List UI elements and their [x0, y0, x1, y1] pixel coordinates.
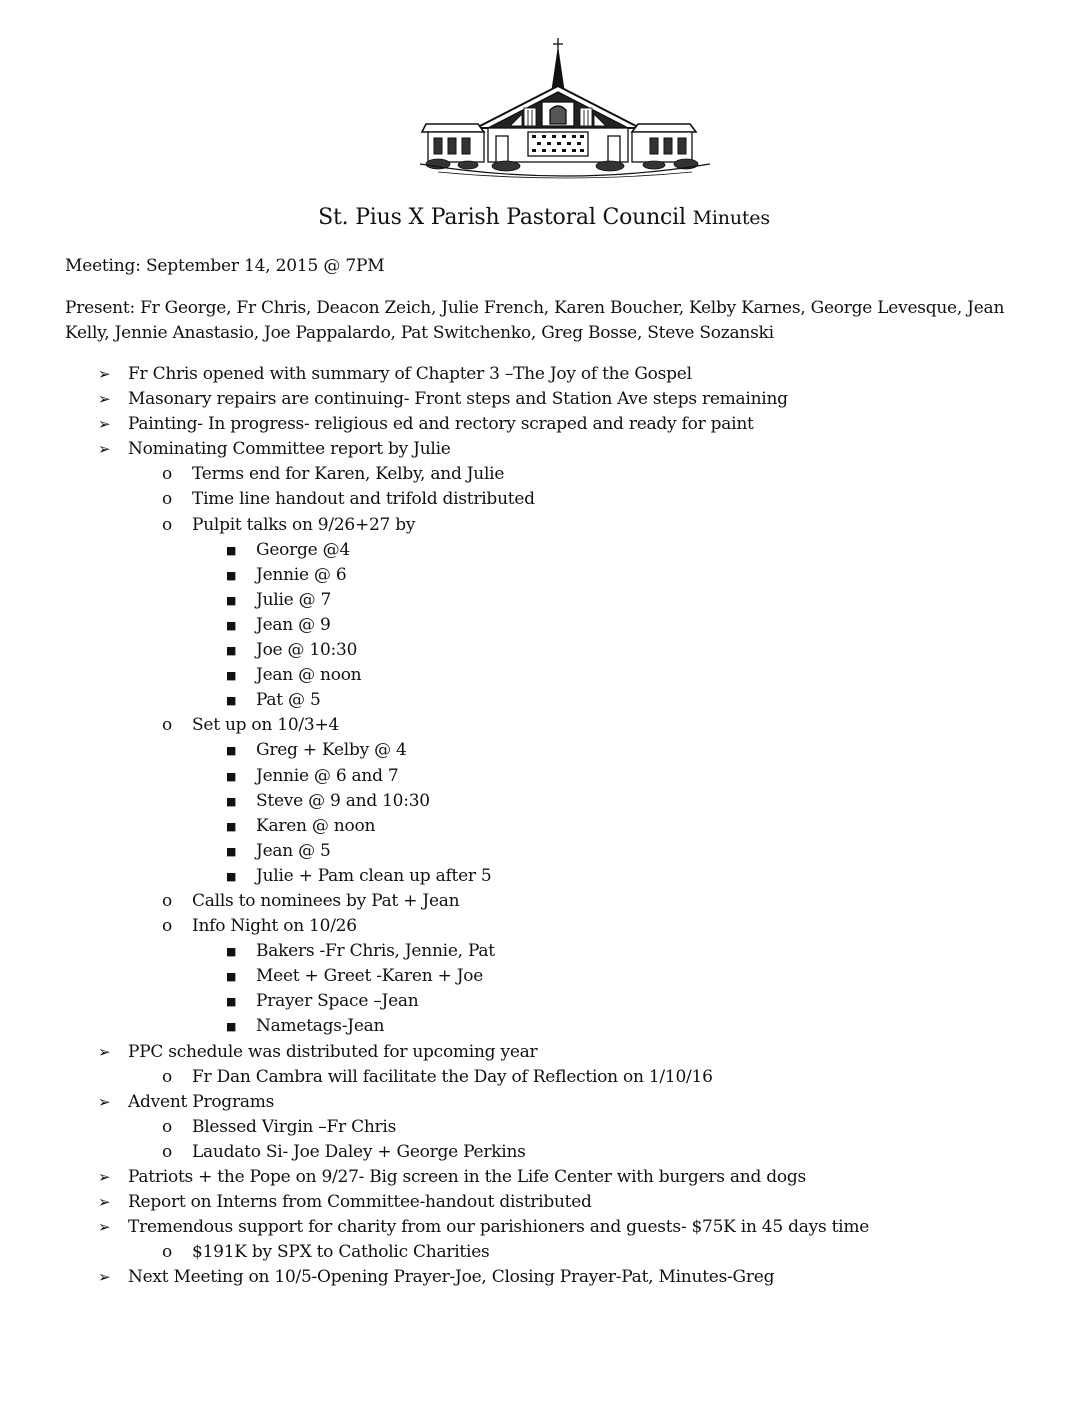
list-item-text: Info Night on 10/26 — [192, 916, 357, 937]
list-item-text: Report on Interns from Committee-handout distributed — [128, 1192, 592, 1213]
list-item — [0, 889, 1088, 914]
list-item-text: Pat @ 5 — [256, 690, 321, 711]
circle-bullet-icon: o — [162, 1116, 172, 1137]
square-bullet-icon: ■ — [226, 869, 237, 883]
list-item — [0, 864, 1088, 889]
list-item-text: Fr Dan Cambra will facilitate the Day of Reflection on 1/10/16 — [192, 1066, 713, 1087]
square-bullet-icon: ■ — [226, 794, 237, 808]
square-bullet-icon: ■ — [226, 970, 237, 984]
circle-bullet-icon: o — [162, 890, 172, 911]
square-bullet-icon: ■ — [226, 593, 237, 607]
list-item-text: Jean @ 5 — [256, 840, 331, 861]
list-item — [0, 563, 1088, 588]
list-item-text: Meet + Greet -Karen + Joe — [256, 966, 484, 987]
square-bullet-icon: ■ — [226, 1020, 237, 1034]
square-bullet-icon: ■ — [226, 543, 237, 557]
list-item-text: Karen @ noon — [256, 815, 376, 836]
list-item-text: Julie + Pam clean up after 5 — [256, 865, 492, 886]
list-item — [0, 1065, 1088, 1090]
list-item-text: Nominating Committee report by Julie — [128, 439, 451, 460]
circle-bullet-icon: o — [162, 1066, 172, 1087]
list-item-text: Jennie @ 6 and 7 — [256, 765, 399, 786]
church-logo — [418, 36, 712, 182]
list-item-text: Steve @ 9 and 10:30 — [256, 790, 430, 811]
list-item-text: Pulpit talks on 9/26+27 by — [192, 514, 416, 535]
list-item — [0, 914, 1088, 939]
list-item-text: Tremendous support for charity from our parishioners and guests- $75K in 45 days time — [128, 1217, 870, 1238]
circle-bullet-icon: o — [162, 715, 172, 736]
list-item-text: Jean @ 9 — [256, 614, 331, 635]
list-item — [0, 738, 1088, 763]
list-item-text: Masonary repairs are continuing- Front steps and Station Ave steps remaining — [128, 389, 788, 410]
square-bullet-icon: ■ — [226, 568, 237, 582]
list-item — [0, 538, 1088, 563]
meeting-date: Meeting: September 14, 2015 @ 7PM — [65, 256, 385, 276]
list-item — [0, 663, 1088, 688]
circle-bullet-icon: o — [162, 514, 172, 535]
square-bullet-icon: ■ — [226, 744, 237, 758]
title-main: St. Pius X Parish Pastoral Council — [318, 205, 686, 230]
document-title — [0, 202, 1088, 234]
minutes-list — [0, 362, 1088, 1290]
list-item-text: Jean @ noon — [256, 665, 362, 686]
list-item-text: Patriots + the Pope on 9/27- Big screen in the Life Center with burgers and dogs — [128, 1167, 806, 1187]
list-item-text: Nametags-Jean — [256, 1016, 385, 1037]
square-bullet-icon: ■ — [226, 844, 237, 858]
list-item — [0, 1140, 1088, 1165]
list-item-text: Prayer Space –Jean — [256, 991, 419, 1012]
arrow-bullet-icon: ➢ — [98, 365, 111, 383]
arrow-bullet-icon: ➢ — [98, 440, 111, 459]
list-item-text: Next Meeting on 10/5-Opening Prayer-Joe, Closing Prayer-Pat, Minutes-Greg — [128, 1267, 775, 1288]
list-item-text: Blessed Virgin –Fr Chris — [192, 1116, 397, 1137]
list-item — [0, 939, 1088, 964]
list-item — [0, 462, 1088, 487]
list-item — [0, 964, 1088, 989]
list-item — [0, 1215, 1088, 1240]
list-item-text: Advent Programs — [128, 1091, 275, 1112]
list-item — [0, 713, 1088, 738]
list-item — [0, 1115, 1088, 1140]
list-item — [0, 412, 1088, 437]
attendees: Present: Fr George, Fr Chris, Deacon Zeich, Julie French, Karen Boucher, Kelby Karnes, George Levesque, Jean Kelly, Jennie Anastasio, Joe Pappalardo, Pat Switchenko, Greg Bosse, Steve Sozanski — [65, 298, 1005, 343]
arrow-bullet-icon: ➢ — [98, 1218, 111, 1237]
square-bullet-icon: ■ — [226, 945, 237, 959]
square-bullet-icon: ■ — [226, 669, 237, 683]
square-bullet-icon: ■ — [226, 618, 237, 632]
list-item — [0, 387, 1088, 412]
list-item — [0, 688, 1088, 713]
list-item — [0, 487, 1088, 512]
arrow-bullet-icon: ➢ — [98, 1042, 111, 1061]
list-item-text: Laudato Si- Joe Daley + George Perkins — [192, 1141, 526, 1162]
list-item-text: Set up on 10/3+4 — [192, 715, 339, 736]
arrow-bullet-icon: ➢ — [98, 1193, 111, 1212]
circle-bullet-icon: o — [162, 1242, 172, 1263]
circle-bullet-icon: o — [162, 1141, 172, 1162]
list-item-text: Calls to nominees by Pat + Jean — [192, 890, 460, 911]
circle-bullet-icon: o — [162, 916, 172, 937]
list-item — [0, 764, 1088, 789]
list-item — [0, 989, 1088, 1014]
arrow-bullet-icon: ➢ — [98, 390, 111, 409]
list-item-text: George @4 — [256, 539, 350, 560]
list-item-text: Time line handout and trifold distributed — [192, 489, 535, 510]
square-bullet-icon: ■ — [226, 819, 237, 833]
arrow-bullet-icon: ➢ — [98, 1268, 111, 1287]
list-item — [0, 814, 1088, 839]
list-item-text: Julie @ 7 — [256, 589, 332, 610]
list-item — [0, 1014, 1088, 1039]
circle-bullet-icon: o — [162, 464, 172, 485]
list-item-text: $191K by SPX to Catholic Charities — [192, 1242, 490, 1263]
arrow-bullet-icon: ➢ — [98, 1092, 111, 1111]
list-item-text: Jennie @ 6 — [256, 564, 347, 585]
list-item-text: Fr Chris opened with summary of Chapter 3 –The Joy of the Gospel — [128, 364, 692, 384]
list-item-text: Bakers -Fr Chris, Jennie, Pat — [256, 941, 495, 962]
list-item — [0, 638, 1088, 663]
circle-bullet-icon: o — [162, 489, 172, 510]
list-item — [0, 1090, 1088, 1115]
square-bullet-icon: ■ — [226, 769, 237, 783]
list-item — [0, 588, 1088, 613]
list-item — [0, 613, 1088, 638]
list-item — [0, 839, 1088, 864]
square-bullet-icon: ■ — [226, 644, 237, 658]
list-item — [0, 1265, 1088, 1290]
arrow-bullet-icon: ➢ — [98, 415, 111, 434]
list-item-text: PPC schedule was distributed for upcoming year — [128, 1041, 538, 1062]
list-item — [0, 1190, 1088, 1215]
list-item — [0, 362, 1088, 387]
list-item-text: Painting- In progress- religious ed and rectory scraped and ready for paint — [128, 414, 754, 435]
square-bullet-icon: ■ — [226, 694, 237, 708]
list-item — [0, 513, 1088, 538]
list-item-text: Joe @ 10:30 — [256, 640, 358, 661]
list-item-text: Greg + Kelby @ 4 — [256, 740, 407, 761]
list-item-text: Terms end for Karen, Kelby, and Julie — [192, 464, 505, 485]
list-item — [0, 1040, 1088, 1065]
list-item — [0, 1165, 1088, 1190]
list-item — [0, 1240, 1088, 1265]
square-bullet-icon: ■ — [226, 995, 237, 1009]
list-item — [0, 437, 1088, 462]
list-item — [0, 789, 1088, 814]
title-suffix: Minutes — [692, 207, 770, 229]
arrow-bullet-icon: ➢ — [98, 1168, 111, 1186]
